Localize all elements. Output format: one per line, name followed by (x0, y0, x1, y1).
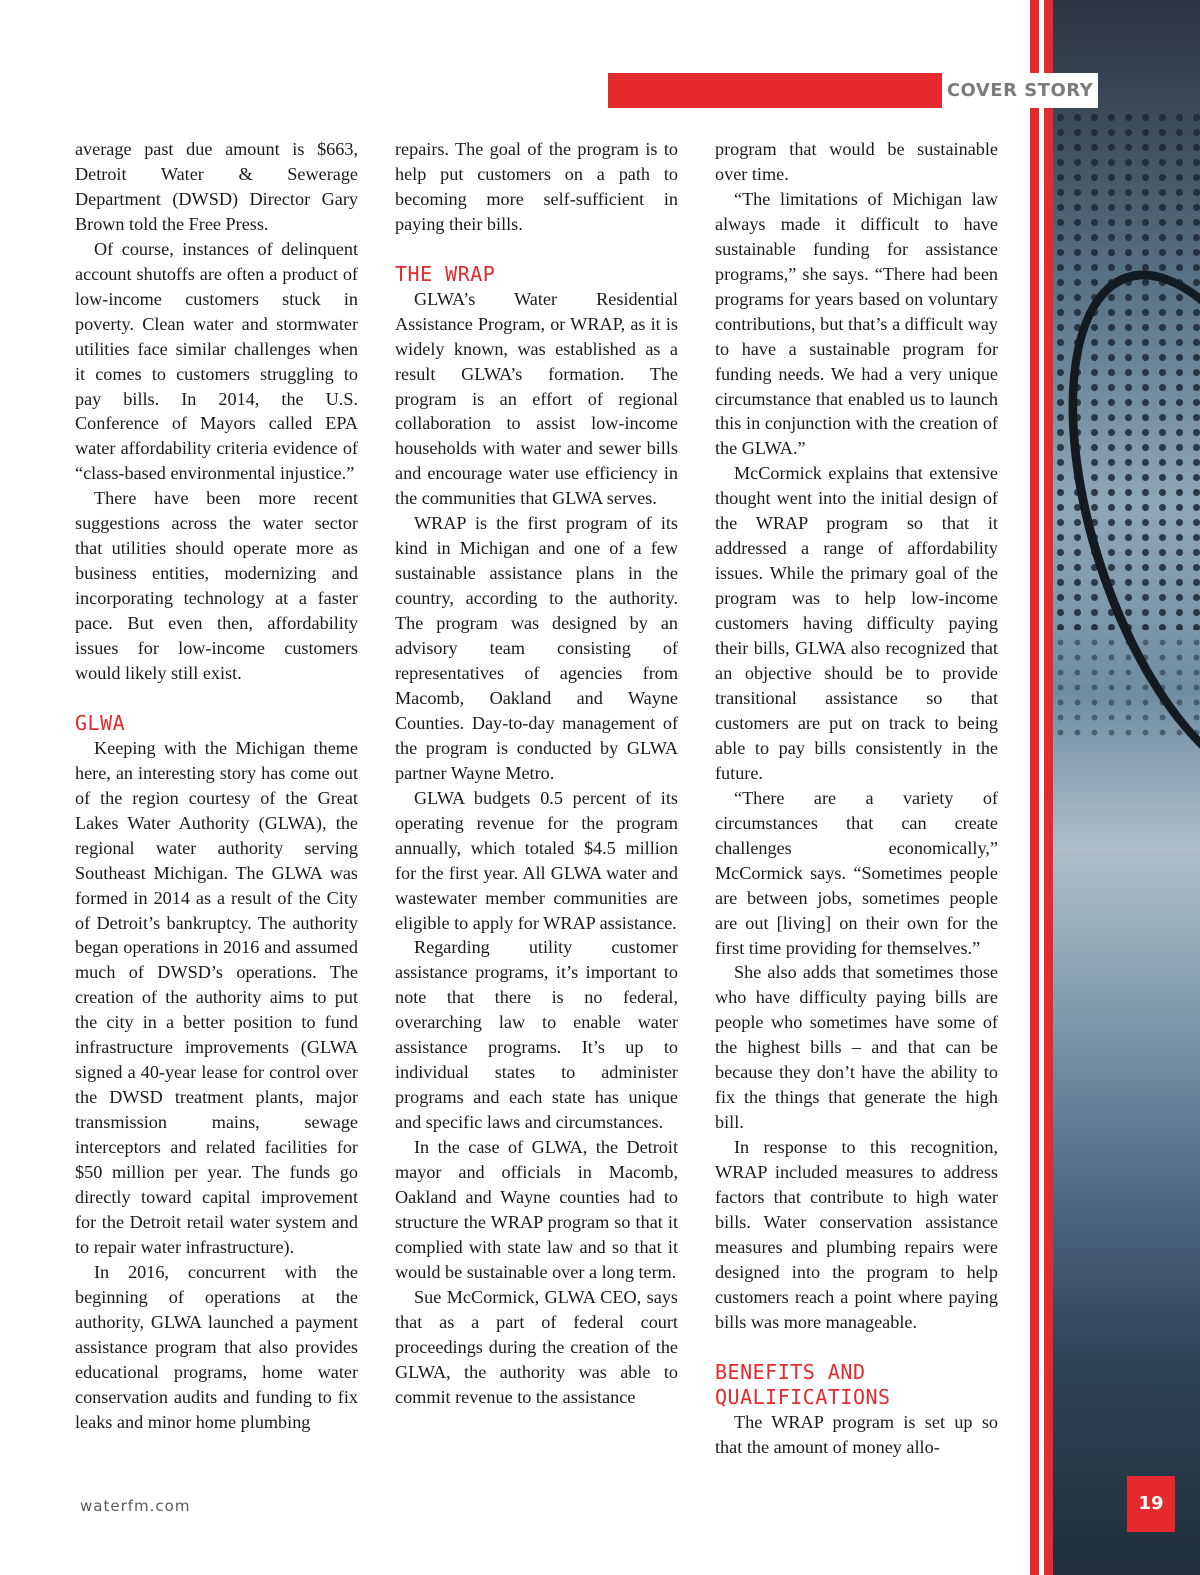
paragraph: The WRAP program is set up so that the amount of money allo- (715, 1411, 998, 1457)
paragraph: Regarding utility customer assistance programs, it’s important to note that there is no federal, overarching law to enable water assistance programs. It’s up to individual states to administer programs and each state has unique and specific laws and circumstances. (395, 937, 678, 1133)
paragraph: “The limitations of Michigan law always made it difficult to have sustainable funding for assistance programs,” she says. “There had been programs for years based on voluntary contributions, but that’s a difficult way to have a sustainable program for funding needs. We had a very unique circumstance that enabled us to launch this in conjunction with the creation of the GLWA.” (715, 188, 998, 459)
paragraph: In response to this recognition, WRAP included measures to address factors that contribute to high water bills. Water conservation assistance measures and plumbing repairs were designed into the program to help customers reach a point where paying bills was more manageable. (715, 1137, 998, 1332)
section-heading: THE WRAP (395, 261, 496, 286)
text-column-3 (715, 137, 998, 1460)
paragraph: “There are a variety of circumstances that can create challenges economically,” McCormick says. “Sometimes people are between jobs, sometimes people are out [living] on their own for the first time providing for themselves.” (715, 787, 998, 958)
section-heading: GLWA (75, 710, 126, 735)
text-column-1 (75, 137, 358, 1435)
paragraph: There have been more recent suggestions across the water sector that utilities should operate more as business entities, modernizing and incorporating technology at a faster pace. But even then, affordability issues for low-income customers would likely still exist. (75, 488, 358, 684)
paragraph: GLWA’s Water Residential Assistance Program, or WRAP, as it is widely known, was established as a result GLWA’s formation. The program is an effort of regional collaboration to assist low-income households with water and sewer bills and encourage water use efficiency in the communities that GLWA serves. (395, 288, 678, 509)
paragraph: program that would be sustainable over time. (715, 139, 998, 184)
page-number: 19 (1127, 1476, 1175, 1532)
paragraph: WRAP is the first program of its kind in Michigan and one of a few sustainable assistance plans in the country, according to the authority. The program was designed by an advisory team consisting of representatives of agencies from Macomb, Oakland and Wayne Counties. Day-to-day management of the program is conducted by GLWA partner Wayne Metro. (395, 513, 678, 783)
text-column-2 (395, 137, 678, 1410)
section-label: COVER STORY (942, 73, 1098, 108)
paragraph: In 2016, concurrent with the beginning of operations at the authority, GLWA launched a payment assistance program that also provides educational programs, home water conservation audits and funding to fix leaks and minor home plumbing (75, 1261, 358, 1432)
paragraph: Of course, instances of delinquent account shutoffs are often a product of low-income customers stuck in poverty. Clean water and stormwater utilities face similar challenges when it comes to customers struggling to pay bills. In 2014, the U.S. Conference of Mayors called EPA water affordability criteria evidence of “class-based environmental injustice.” (75, 238, 358, 484)
paragraph: She also adds that sometimes those who have difficulty paying bills are people who sometimes have some of the highest bills – and that can be because they don’t have the ability to fix the things that generate the high bill. (715, 962, 998, 1133)
paragraph: McCormick explains that extensive thought went into the initial design of the WRAP program so that it addressed a range of affordability issues. While the primary goal of the program was to help low-income customers having difficulty paying their bills, GLWA also recognized that an objective should be to provide transitional assistance so that customers are put on track to being able to pay bills consistently in the future. (715, 463, 998, 783)
header-red-bar (608, 73, 942, 108)
paragraph: Keeping with the Michigan theme here, an interesting story has come out of the region courtesy of the Great Lakes Water Authority (GLWA), the regional water authority serving Southeast Michigan. The GLWA was formed in 2014 as a result of the City of Detroit’s bankruptcy. The authority began operations in 2016 and assumed much of DWSD’s operations. The creation of the authority aims to put the city in a better position to fund infrastructure improvements (GLWA signed a 40-year lease for control over the DWSD treatment plants, major transmission mains, sewage interceptors and related facilities for $50 million per year. The funds go directly toward capital improvement for the Detroit retail water system and to repair water infrastructure). (75, 737, 358, 1257)
section-heading: BENEFITS AND QUALIFICATIONS (715, 1359, 891, 1409)
paragraph: GLWA budgets 0.5 percent of its operating revenue for the program annually, which totaled $4.5 million for the first year. All GLWA water and wastewater member communities are eligible to apply for WRAP assistance. (395, 787, 678, 933)
paragraph: Sue McCormick, GLWA CEO, says that as a part of federal court proceedings during the creation of the GLWA, the authority was able to commit revenue to the assistance (395, 1286, 678, 1407)
paragraph: repairs. The goal of the program is to help put customers on a path to becoming more self-sufficient in paying their bills. (395, 139, 678, 234)
red-stripe-outer (1044, 0, 1053, 1575)
footer-website: waterfm.com (80, 1497, 191, 1515)
paragraph: average past due amount is $663, Detroit Water & Sewerage Department (DWSD) Director Gary Brown told the Free Press. (75, 139, 358, 234)
red-stripe (1030, 0, 1039, 1575)
paragraph: In the case of GLWA, the Detroit mayor and officials in Macomb, Oakland and Wayne counties had to structure the WRAP program so that it complied with state law and so that it would be sustainable over a long term. (395, 1137, 678, 1282)
